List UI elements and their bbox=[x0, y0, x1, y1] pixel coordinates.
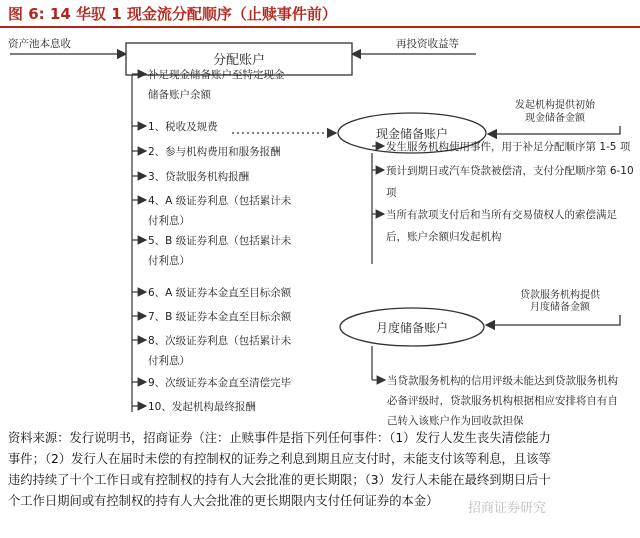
cash-reserve-note-text: 后，账户余额归发起机构 bbox=[386, 231, 502, 243]
investment-income-label: 再投资收益等 bbox=[396, 38, 459, 50]
cash-reserve-account-label: 现金储备账户 bbox=[375, 127, 449, 141]
servicer-monthly-reserve-line-2: 月度储备金额 bbox=[530, 302, 590, 313]
waterfall-step-text: 3、贷款服务机构报酬 bbox=[148, 171, 250, 183]
waterfall-step-text: 付利息） bbox=[148, 355, 190, 367]
figure-title-bar bbox=[0, 0, 640, 28]
waterfall-steps bbox=[132, 68, 292, 413]
servicer-monthly-reserve-line-1: 贷款服务机构提供 bbox=[520, 290, 600, 301]
waterfall-step-text: 10、发起机构最终报酬 bbox=[148, 401, 256, 413]
cash-reserve-note-text: 预计到期日或汽车贷款被偿清，支付分配顺序第 6-10 bbox=[386, 165, 634, 177]
source-line: 个工作日期间或有控制权的持有人大会批准的更长期限内支付任何证券的本金） bbox=[8, 494, 439, 508]
distribution-account-label: 分配账户 bbox=[212, 53, 266, 68]
source-line: 违约持续了十个工作日或有控制权的持有人大会批准的更长期限；（3）发行人未能在最终到期日后十 bbox=[8, 473, 551, 487]
monthly-reserve-account-label: 月度储备账户 bbox=[375, 321, 449, 335]
cash-reserve-note-text: 项 bbox=[386, 187, 397, 199]
initiator-reserve-arrow bbox=[488, 126, 620, 134]
waterfall-step-text: 2、参与机构费用和服务报酬 bbox=[148, 146, 281, 158]
waterfall-step-text: 付利息） bbox=[148, 255, 190, 267]
waterfall-step-text: 4、A 级证券利息（包括累计未 bbox=[148, 195, 292, 207]
asset-pool-info-label: 资产池本息收 bbox=[8, 38, 71, 50]
monthly-reserve-note-text: 必备评级时，贷款服务机构根据相应安排将自有自 bbox=[387, 395, 618, 407]
servicer-reserve-arrow bbox=[486, 315, 620, 325]
waterfall-step-text: 6、A 级证券本金直至目标余额 bbox=[148, 287, 292, 299]
source-line: 资料来源：发行说明书，招商证券（注：止赎事件是指下列任何事件：（1）发行人发生丧失清偿能力 bbox=[8, 431, 551, 445]
waterfall-step-text: 1、税收及规费 bbox=[148, 121, 218, 133]
cash-reserve-note-text: 当所有款项支付后和当所有交易债权人的索偿满足 bbox=[386, 209, 617, 221]
cash-reserve-note-text: 发生服务机构使用事件，用于补足分配顺序第 1-5 项 bbox=[386, 141, 631, 153]
monthly-reserve-note-text: 己转入该账户作为回收款担保 bbox=[387, 415, 524, 426]
source-line: 事件；（2）发行人在届时未偿的有控制权的证券之利息到期且应支付时，未能支付该等利息，且该等 bbox=[8, 452, 551, 466]
cashflow-diagram bbox=[0, 28, 640, 426]
initiator-initial-reserve-line-2: 现金储备金额 bbox=[525, 113, 585, 124]
cash-reserve-notes bbox=[372, 140, 634, 243]
waterfall-step-text: 付利息） bbox=[148, 215, 190, 227]
waterfall-step-text: 补足现金储备账户至特定现金 bbox=[148, 69, 285, 81]
waterfall-step-text: 8、次级证券利息（包括累计未 bbox=[148, 335, 292, 347]
waterfall-step-text: 7、B 级证券本金直至目标余额 bbox=[148, 311, 292, 323]
monthly-reserve-note-text: 当贷款服务机构的信用评级未能达到贷款服务机构 bbox=[387, 375, 618, 387]
watermark: 招商证券研究 bbox=[468, 501, 547, 516]
waterfall-step-text: 储备账户余额 bbox=[148, 89, 211, 101]
waterfall-step-text: 9、次级证券本金直至清偿完毕 bbox=[148, 377, 292, 389]
monthly-reserve-note bbox=[387, 374, 618, 426]
initiator-initial-reserve-line-1: 发起机构提供初始 bbox=[515, 100, 595, 111]
figure-title: 图 6: 14 华驭 1 现金流分配顺序（止赎事件前） bbox=[8, 5, 337, 23]
waterfall-step-text: 5、B 级证券利息（包括累计未 bbox=[148, 235, 292, 247]
